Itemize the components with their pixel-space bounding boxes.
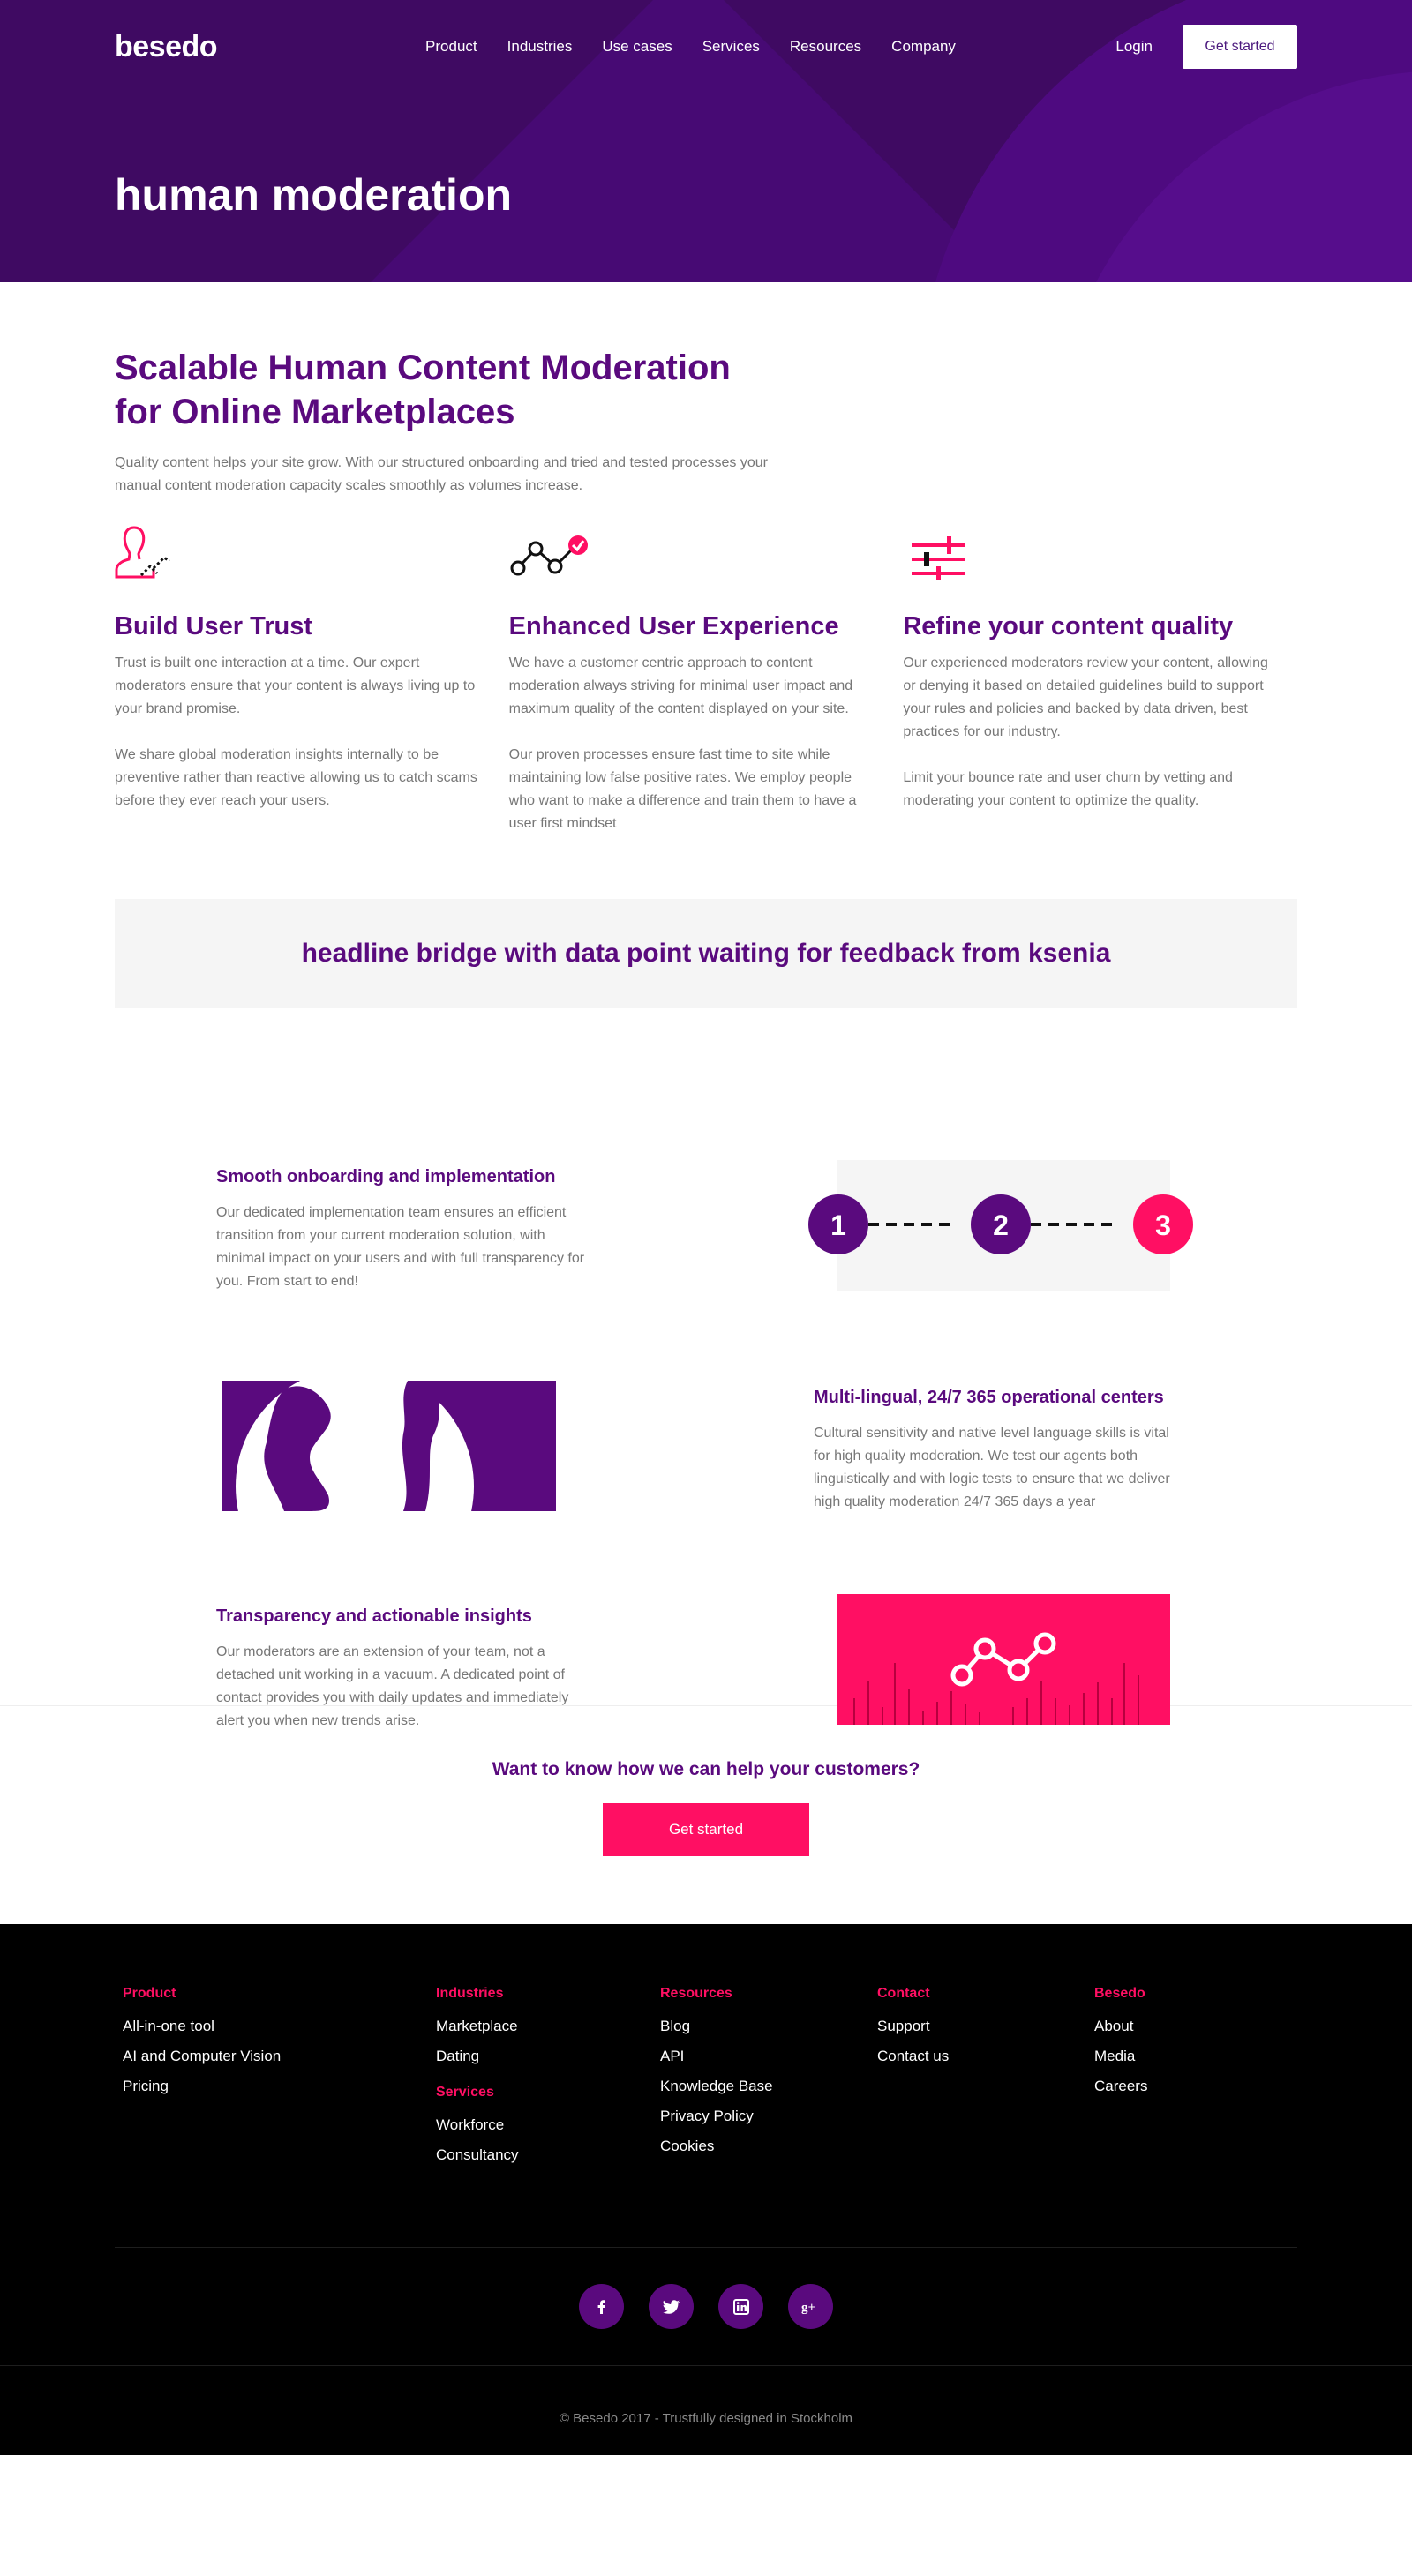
benefit-text: Cultural sensitivity and native level language skills is vital for high quality moderation. We test our agents both linguistically and with logic tests to ensure that we deliver high quality moderation 24/7 365 days a year	[814, 1426, 1170, 1509]
benefit-text: Our moderators are an extension of your team, not a detached unit working in a vacuum. A dedicated point of contact provides you with daily updates and immediately alert you when new trends arise.	[216, 1644, 569, 1728]
intro-section	[0, 282, 1412, 498]
footer-link[interactable]: Pricing	[123, 2078, 169, 2094]
chart-check-icon	[509, 524, 904, 588]
benefit-title: Smooth onboarding and implementation	[216, 1167, 556, 1187]
linkedin-icon[interactable]	[718, 2284, 763, 2329]
footer-col-contact	[877, 1986, 949, 2078]
footer-link[interactable]: Workforce	[436, 2116, 505, 2133]
feature-refine-content-quality	[903, 524, 1297, 858]
nav-item-industries[interactable]: Industries	[507, 38, 573, 55]
step-2-label: 2	[993, 1209, 1009, 1241]
step-1-label: 1	[830, 1209, 846, 1241]
intro-heading-line1: Scalable Human Content Moderation	[115, 348, 731, 387]
footer-link[interactable]: Media	[1094, 2048, 1136, 2064]
copyright-text: © Besedo 2017 - Trustfully designed in Stockholm	[559, 2411, 853, 2426]
social-links	[0, 2284, 1412, 2329]
benefit-multilingual	[814, 1388, 1189, 1514]
globe-graphic	[222, 1381, 556, 1511]
hero-header	[0, 0, 1412, 282]
footer-heading: Industries	[436, 1986, 504, 2001]
headline-bridge	[115, 899, 1297, 1008]
footer-link[interactable]: Knowledge Base	[660, 2078, 773, 2094]
footer-link[interactable]: Contact us	[877, 2048, 950, 2064]
footer-divider	[115, 2247, 1297, 2248]
page-title: human moderation	[115, 170, 513, 220]
footer-link[interactable]: Consultancy	[436, 2146, 519, 2163]
user-trust-icon	[115, 524, 509, 588]
footer-heading: Product	[123, 1986, 176, 2001]
features-section	[0, 524, 1412, 858]
twitter-icon[interactable]	[649, 2284, 694, 2329]
feature-title: Build User Trust	[115, 612, 312, 640]
footer-heading: Services	[436, 2085, 494, 2100]
insights-graphic	[837, 1594, 1170, 1725]
footer-link[interactable]: Careers	[1094, 2078, 1148, 2094]
footer-link[interactable]: API	[660, 2048, 685, 2064]
footer-link[interactable]: Cookies	[660, 2138, 715, 2154]
feature-text: We have a customer centric approach to content moderation always striving for minimal user impact and maximum quality of the content displayed on your site.	[508, 655, 853, 716]
footer-col-product	[123, 1986, 281, 2108]
besedo-logo[interactable]: besedo	[115, 29, 218, 64]
intro-text: Quality content helps your site grow. With our structured onboarding and tried and tested processes your manual content moderation capacity scales smoothly as volumes increase.	[115, 455, 768, 493]
nav-item-services[interactable]: Services	[702, 38, 760, 55]
footer-link[interactable]: About	[1094, 2018, 1134, 2034]
login-link[interactable]: Login	[1115, 38, 1153, 55]
feature-title: Enhanced User Experience	[508, 612, 839, 640]
onboarding-steps-graphic	[830, 1160, 1171, 1291]
footer-col-industries	[436, 1986, 519, 2176]
sliders-icon	[903, 524, 1297, 588]
footer-link[interactable]: Dating	[436, 2048, 480, 2064]
footer-link[interactable]: AI and Computer Vision	[123, 2048, 282, 2064]
cta-section	[0, 1705, 1412, 1924]
feature-text: We share global moderation insights internally to be preventive rather than reactive allowing us to catch scams before they ever reach your users.	[115, 747, 477, 808]
get-started-cta-button[interactable]: Get started	[603, 1803, 809, 1856]
main-menu	[425, 38, 956, 56]
footer-link[interactable]: Support	[877, 2018, 930, 2034]
footer-link[interactable]: All-in-one tool	[123, 2018, 214, 2034]
footer-heading: Resources	[660, 1986, 732, 2001]
get-started-nav-button[interactable]: Get started	[1183, 25, 1297, 69]
benefit-transparency	[216, 1606, 591, 1733]
footer-heading: Contact	[877, 1986, 930, 2001]
feature-text: Our experienced moderators review your content, allowing or denying it based on detailed guidelines build to support your rules and policies and backed by data driven, best practices for our industry.	[903, 655, 1268, 739]
facebook-icon[interactable]	[579, 2284, 624, 2329]
footer-link[interactable]: Privacy Policy	[660, 2108, 754, 2124]
footer-heading: Besedo	[1094, 1986, 1145, 2001]
svg-text:g+: g+	[800, 2300, 815, 2315]
cta-heading: Want to know how we can help your customers?	[492, 1759, 920, 1779]
intro-heading-line2: for Online Marketplaces	[115, 393, 515, 431]
step-3-label: 3	[1155, 1209, 1171, 1241]
nav-item-resources[interactable]: Resources	[789, 38, 862, 55]
nav-item-company[interactable]: Company	[891, 38, 956, 55]
footer-col-besedo	[1094, 1986, 1147, 2108]
nav-right	[1115, 25, 1297, 69]
footer-bottom-divider	[0, 2365, 1412, 2366]
footer-col-resources	[660, 1986, 773, 2168]
benefit-onboarding	[216, 1167, 591, 1293]
google-plus-icon[interactable]	[788, 2284, 833, 2329]
nav-item-product[interactable]: Product	[425, 38, 477, 55]
footer	[0, 1924, 1412, 2455]
feature-text: Limit your bounce rate and user churn by vetting and moderating your content to optimize the quality.	[903, 770, 1233, 808]
benefit-title: Multi-lingual, 24/7 365 operational centers	[814, 1388, 1164, 1407]
benefit-text: Our dedicated implementation team ensures an efficient transition from your current moderation solution, with minimal impact on your users and with full transparency for you. From start to end!	[216, 1205, 585, 1289]
benefit-title: Transparency and actionable insights	[216, 1606, 532, 1626]
feature-build-user-trust	[115, 524, 509, 858]
top-nav	[115, 25, 1297, 69]
benefit-rows	[0, 1008, 1412, 1728]
footer-link[interactable]: Blog	[660, 2018, 691, 2034]
footer-link[interactable]: Marketplace	[436, 2018, 518, 2034]
feature-text: Our proven processes ensure fast time to site while maintaining low false positive rates. We employ people who want to make a difference and train them to have a user first mindset	[508, 747, 857, 831]
bridge-headline: headline bridge with data point waiting for feedback from ksenia	[301, 939, 1111, 968]
feature-text: Trust is built one interaction at a time. Our expert moderators ensure that your content is always living up to your brand promise.	[115, 655, 476, 716]
nav-item-use-cases[interactable]: Use cases	[602, 38, 672, 55]
feature-enhanced-user-experience	[509, 524, 904, 858]
feature-title: Refine your content quality	[903, 612, 1234, 640]
intro-heading	[115, 346, 856, 434]
